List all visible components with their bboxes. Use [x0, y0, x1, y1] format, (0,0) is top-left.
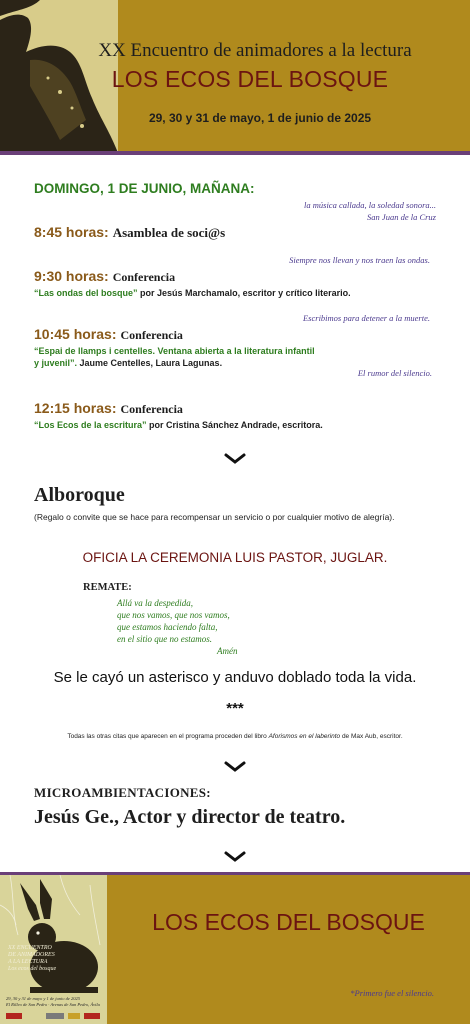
slot-time: 12:15 horas:	[34, 400, 117, 416]
poster-text-line: DE ANIMADORES	[8, 952, 55, 958]
talk-title: “Los Ecos de la escritura”	[34, 420, 147, 430]
talk-speaker: por Cristina Sánchez Andrade, escritora.	[146, 420, 323, 430]
source-note-suffix: de Max Aub, escritor.	[340, 733, 403, 740]
micro-actor: Jesús Ge., Actor y director de teatro.	[34, 806, 346, 828]
talk-info	[34, 287, 351, 299]
asterisks: ***	[226, 700, 244, 717]
quote-1-text: la música callada, la soledad sonora...	[304, 200, 436, 210]
slot-0930	[34, 268, 351, 299]
slot-1045	[34, 326, 315, 369]
poem-signature: Amén	[217, 646, 238, 656]
poster-thumbnail	[0, 875, 107, 1024]
day-heading: DOMINGO, 1 DE JUNIO, MAÑANA:	[34, 181, 255, 196]
quote-4: El rumor del silencio.	[357, 368, 432, 378]
header-dates: 29, 30 y 31 de mayo, 1 de junio de 2025	[148, 111, 372, 125]
talk-info	[34, 345, 315, 369]
poster-text	[8, 945, 103, 973]
source-note-prefix: Todas las otras citas que aparecen en el programa proceden del libro	[67, 733, 269, 740]
slot-time: 8:45 horas:	[34, 224, 109, 240]
talk-speaker: por Jesús Marchamalo, escritor y crítico literario.	[137, 288, 351, 298]
quote-2: Siempre nos llevan y nos traen las ondas.	[289, 255, 430, 265]
source-note	[0, 733, 470, 740]
slot-kind: Asamblea de soci@s	[112, 225, 226, 240]
poem	[117, 597, 238, 657]
talk-info	[34, 419, 323, 431]
slot-kind: Conferencia	[120, 328, 183, 342]
sponsor-logos-icon	[6, 1012, 102, 1020]
aphorism: Se le cayó un asterisco y anduvo doblado toda la vida.	[53, 669, 417, 686]
poem-line: que nos vamos, que nos vamos,	[117, 610, 230, 620]
poster-text-line: A LA LECTURA	[8, 959, 48, 965]
slot-kind: Conferencia	[112, 270, 176, 284]
poem-line: Allá va la despedida,	[117, 598, 193, 608]
footer-brand: LOS ECOS DEL BOSQUE	[152, 909, 425, 935]
poster-text-line: Los ecos del bosque	[8, 966, 57, 972]
source-note-book: Aforismos en el laberinto	[268, 733, 341, 740]
poster-small-line: 29, 30 y 31 de mayo y 1 de junio de 2025	[6, 996, 80, 1001]
quote-1-author: San Juan de la Cruz	[367, 212, 436, 222]
talk-speaker: Jaume Centelles, Laura Lagunas.	[77, 358, 223, 368]
poster-small-line: El Rilleo de San Pedro · Arenas de San Pedro, Ávila	[6, 1002, 100, 1007]
talk-title: “Espai de llamps i centelles. Ventana abierta a la literatura infantil	[34, 346, 315, 356]
header-title: XX Encuentro de animadores a la lectura	[98, 40, 412, 61]
talk-title-cont: y juvenil”.	[34, 358, 78, 368]
chevron-down-icon	[224, 760, 246, 774]
officiate-line: OFICIA LA CEREMONIA LUIS PASTOR, JUGLAR.	[82, 550, 388, 565]
alboroque-definition: (Regalo o convite que se hace para recompensar un servicio o por cualquier motivo de alegría).	[34, 512, 395, 522]
micro-label: MICROAMBIENTACIONES:	[34, 785, 211, 800]
poem-line: que estamos haciendo falta,	[117, 622, 218, 632]
poster-text-line: XX ENCUENTRO	[8, 945, 52, 951]
slot-1215	[34, 400, 323, 431]
quote-3: Escribimos para detener a la muerte.	[302, 313, 430, 323]
remate-label: REMATE:	[83, 582, 132, 593]
poem-line: en el sitio que no estamos.	[117, 634, 212, 644]
slot-time: 10:45 horas:	[34, 326, 117, 342]
footer-quote: *Primero fue el silencio.	[350, 988, 434, 998]
chevron-down-icon	[224, 850, 246, 864]
chevron-down-icon	[224, 452, 246, 466]
talk-title: “Las ondas del bosque”	[34, 288, 138, 298]
poster-small-text	[6, 996, 104, 1008]
quote-1	[304, 199, 436, 223]
slot-time: 9:30 horas:	[34, 268, 109, 284]
header-brand: LOS ECOS DEL BOSQUE	[111, 66, 389, 92]
slot-0845	[34, 224, 225, 242]
header-divider	[0, 151, 470, 155]
alboroque-title: Alboroque	[34, 484, 125, 506]
slot-kind: Conferencia	[120, 402, 183, 416]
